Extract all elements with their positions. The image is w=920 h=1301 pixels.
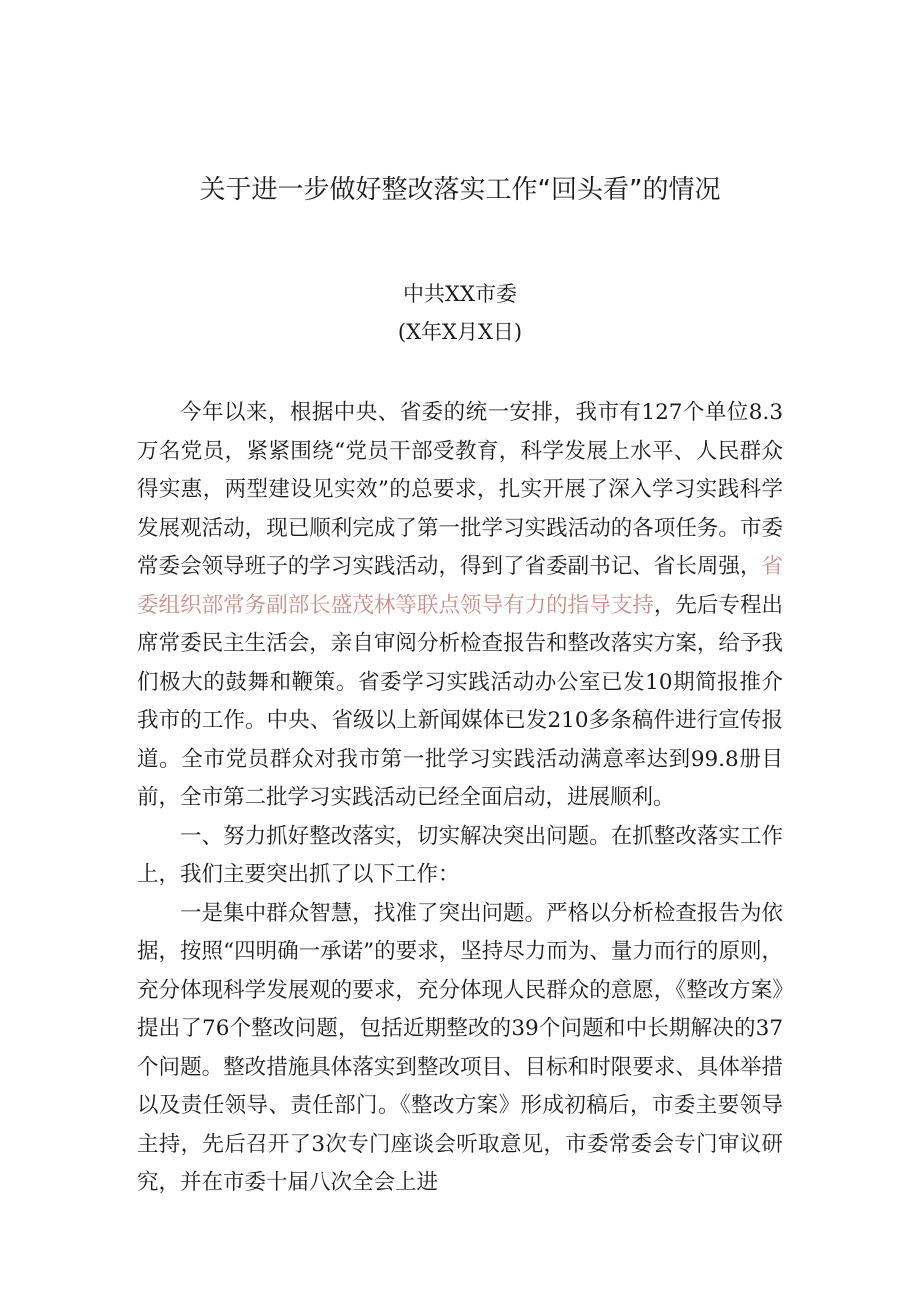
paragraph-1-text-b: ，先后专程出席常委民主生活会，亲自审阅分析检查报告和整改落实方案，给予我们极大的鼓舞和鞭策。省委学习实践活动办公室已发10期简报推介我市的工作。中央、省级以上新闻媒体已发210多条稿件进行宣传报道。全市党员群众对我市第一批学习实践活动满意率达到99.8册目前，全市第二批学习实践活动已经全面启动，进展顺利。	[137, 592, 783, 810]
document-body	[137, 394, 783, 1203]
highlighted-text: 省委组织部常务副部长盛茂林等联点领导有力的指导支持	[137, 554, 783, 618]
paragraph-1-text-a: 今年以来，根据中央、省委的统一安排，我市有127个单位8.3万名党员，紧紧围绕“党员干部受教育，科学发展上水平、人民群众得实惠，两型建设见实效”的总要求，扎实开展了深入学习实践科学发展观活动，现已顺利完成了第一批学习实践活动的各项任务。市委常委会领导班子的学习实践活动，得到了省委副书记、省长周强，	[137, 400, 783, 579]
paragraph-3: 一是集中群众智慧，找准了突出问题。严格以分析检查报告为依据，按照“四明确一承诺”的要求，坚持尽力而为、量力而行的原则，充分体现科学发展观的要求，充分体现人民群众的意愿，《整改方案》提出了76个整改问题，包括近期整改的39个问题和中长期解决的37个问题。整改措施具体落实到整改项目、目标和时限要求、具体举措以及责任领导、责任部门。《整改方案》形成初稿后，市委主要领导主持，先后召开了3次专门座谈会听取意见，市委常委会专门审议研究，并在市委十届八次全会上进	[137, 900, 783, 1195]
paragraph-1	[137, 394, 783, 818]
document-title: 关于进一步做好整改落实工作“回头看”的情况	[199, 175, 721, 205]
issuer-name: 中共XX市委	[403, 282, 517, 306]
paragraph-2: 一、努力抓好整改落实，切实解决突出问题。在抓整改落实工作上，我们主要突出抓了以下工作：	[137, 823, 783, 887]
document-date: (X年X月X日)	[397, 320, 523, 344]
